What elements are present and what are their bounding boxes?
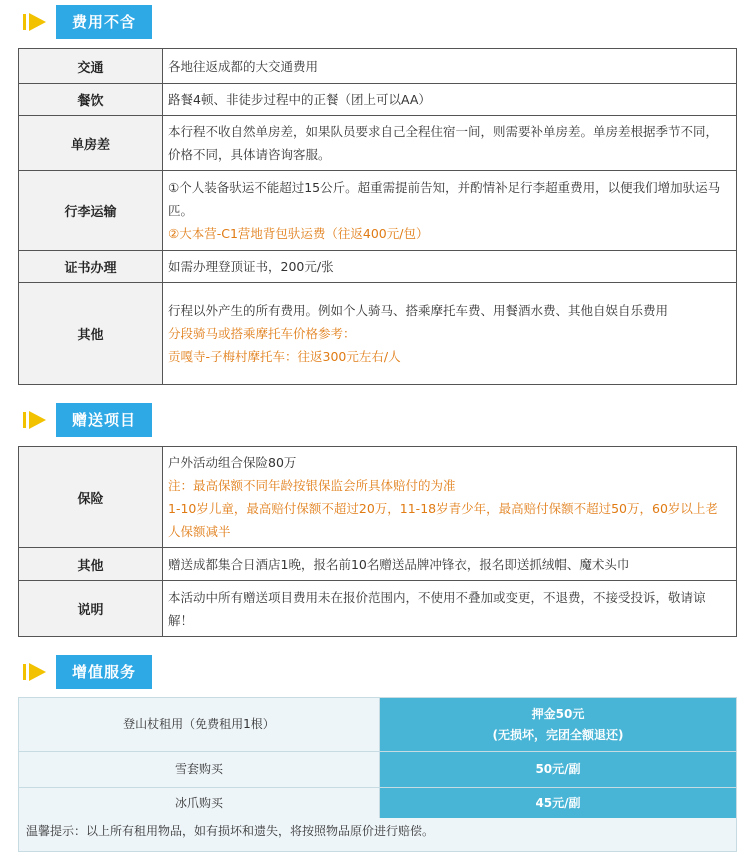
row-text: 户外活动组合保险80万 — [168, 455, 297, 470]
row-note: 注：最高保额不同年龄按银保监会所具体赔付的为准 — [168, 478, 456, 493]
row-text: 各地往返成都的大交通费用 — [168, 58, 319, 74]
service-price: 45元/副 — [380, 788, 737, 819]
table-row — [19, 752, 737, 788]
value-added-table — [18, 697, 737, 819]
row-note: 分段骑马或搭乘摩托车价格参考： — [168, 326, 356, 341]
price-text: 押金50元 — [531, 706, 585, 721]
row-label: 证书办理 — [19, 251, 163, 283]
row-label: 保险 — [19, 447, 163, 548]
row-label: 交通 — [19, 49, 163, 84]
table-row — [19, 548, 737, 581]
row-value — [163, 116, 737, 171]
section-title: 费用不含 — [56, 5, 152, 39]
table-row — [19, 84, 737, 116]
table-row — [19, 698, 737, 752]
price-note: (无损坏，完团全额退还) — [492, 727, 624, 742]
table-row — [19, 251, 737, 283]
table-row — [19, 581, 737, 637]
service-price: 50元/副 — [380, 752, 737, 788]
service-price — [380, 698, 737, 752]
section-header-gifts — [18, 403, 178, 437]
service-item: 登山杖租用（免费租用1根） — [19, 698, 380, 752]
section-title: 增值服务 — [56, 655, 152, 689]
table-row — [19, 283, 737, 385]
row-text: ①个人装备驮运不能超过15公斤。超重需提前告知，并酌情补足行李超重费用，以便我们增加驮运马匹。 — [168, 180, 721, 218]
row-note: 1-10岁儿童，最高赔付保额不超过20万，11-18岁青少年，最高赔付保额不超过50万，60岁以上老人保额减半 — [168, 501, 718, 539]
row-text: 本活动中所有赠送项目费用未在报价范围内，不使用不叠加或变更，不退费，不接受投诉，敬请谅解！ — [168, 589, 706, 628]
row-text: 路餐4顿、非徒步过程中的正餐（团上可以AA） — [168, 92, 431, 107]
row-label: 单房差 — [19, 116, 163, 171]
row-label: 说明 — [19, 581, 163, 637]
service-item: 雪套购买 — [19, 752, 380, 788]
section-header-value-added — [18, 655, 178, 689]
row-value — [163, 447, 737, 548]
row-value — [163, 283, 737, 385]
table-row — [19, 788, 737, 819]
play-arrow-icon — [22, 661, 48, 683]
row-value — [163, 49, 737, 84]
warm-tip: 温馨提示：以上所有租用物品，如有损坏和遗失，将按照物品原价进行赔偿。 — [18, 818, 737, 852]
play-arrow-icon — [22, 11, 48, 33]
row-label: 餐饮 — [19, 84, 163, 116]
play-arrow-icon — [22, 409, 48, 431]
row-value — [163, 171, 737, 251]
section-header-fees-excluded — [18, 5, 178, 39]
row-text: 本行程不收自然单房差，如果队员要求自己全程住宿一间，则需要补单房差。单房差根据季节不同，价格不同，具体请咨询客服。 — [168, 124, 719, 162]
fees-excluded-table — [18, 48, 737, 385]
row-text: 行程以外产生的所有费用。例如个人骑马、搭乘摩托车费、用餐酒水费、其他自娱自乐费用 — [168, 303, 669, 318]
row-value — [163, 251, 737, 283]
row-value — [163, 84, 737, 116]
row-value — [163, 581, 737, 637]
table-row — [19, 116, 737, 171]
row-label: 行李运输 — [19, 171, 163, 251]
row-text: 如需办理登顶证书，200元/张 — [168, 259, 334, 274]
table-row — [19, 49, 737, 84]
gifts-table — [18, 446, 737, 637]
table-row — [19, 447, 737, 548]
table-row — [19, 171, 737, 251]
row-value — [163, 548, 737, 581]
row-label: 其他 — [19, 548, 163, 581]
service-item: 冰爪购买 — [19, 788, 380, 819]
row-note: ②大本营-C1营地背包驮运费（往返400元/包） — [168, 226, 429, 241]
row-label: 其他 — [19, 283, 163, 385]
row-note: 贡嘎寺-子梅村摩托车：往返300元左右/人 — [168, 349, 401, 364]
section-title: 赠送项目 — [56, 403, 152, 437]
row-text: 赠送成都集合日酒店1晚，报名前10名赠送品牌冲锋衣，报名即送抓绒帽、魔术头巾 — [168, 556, 630, 572]
